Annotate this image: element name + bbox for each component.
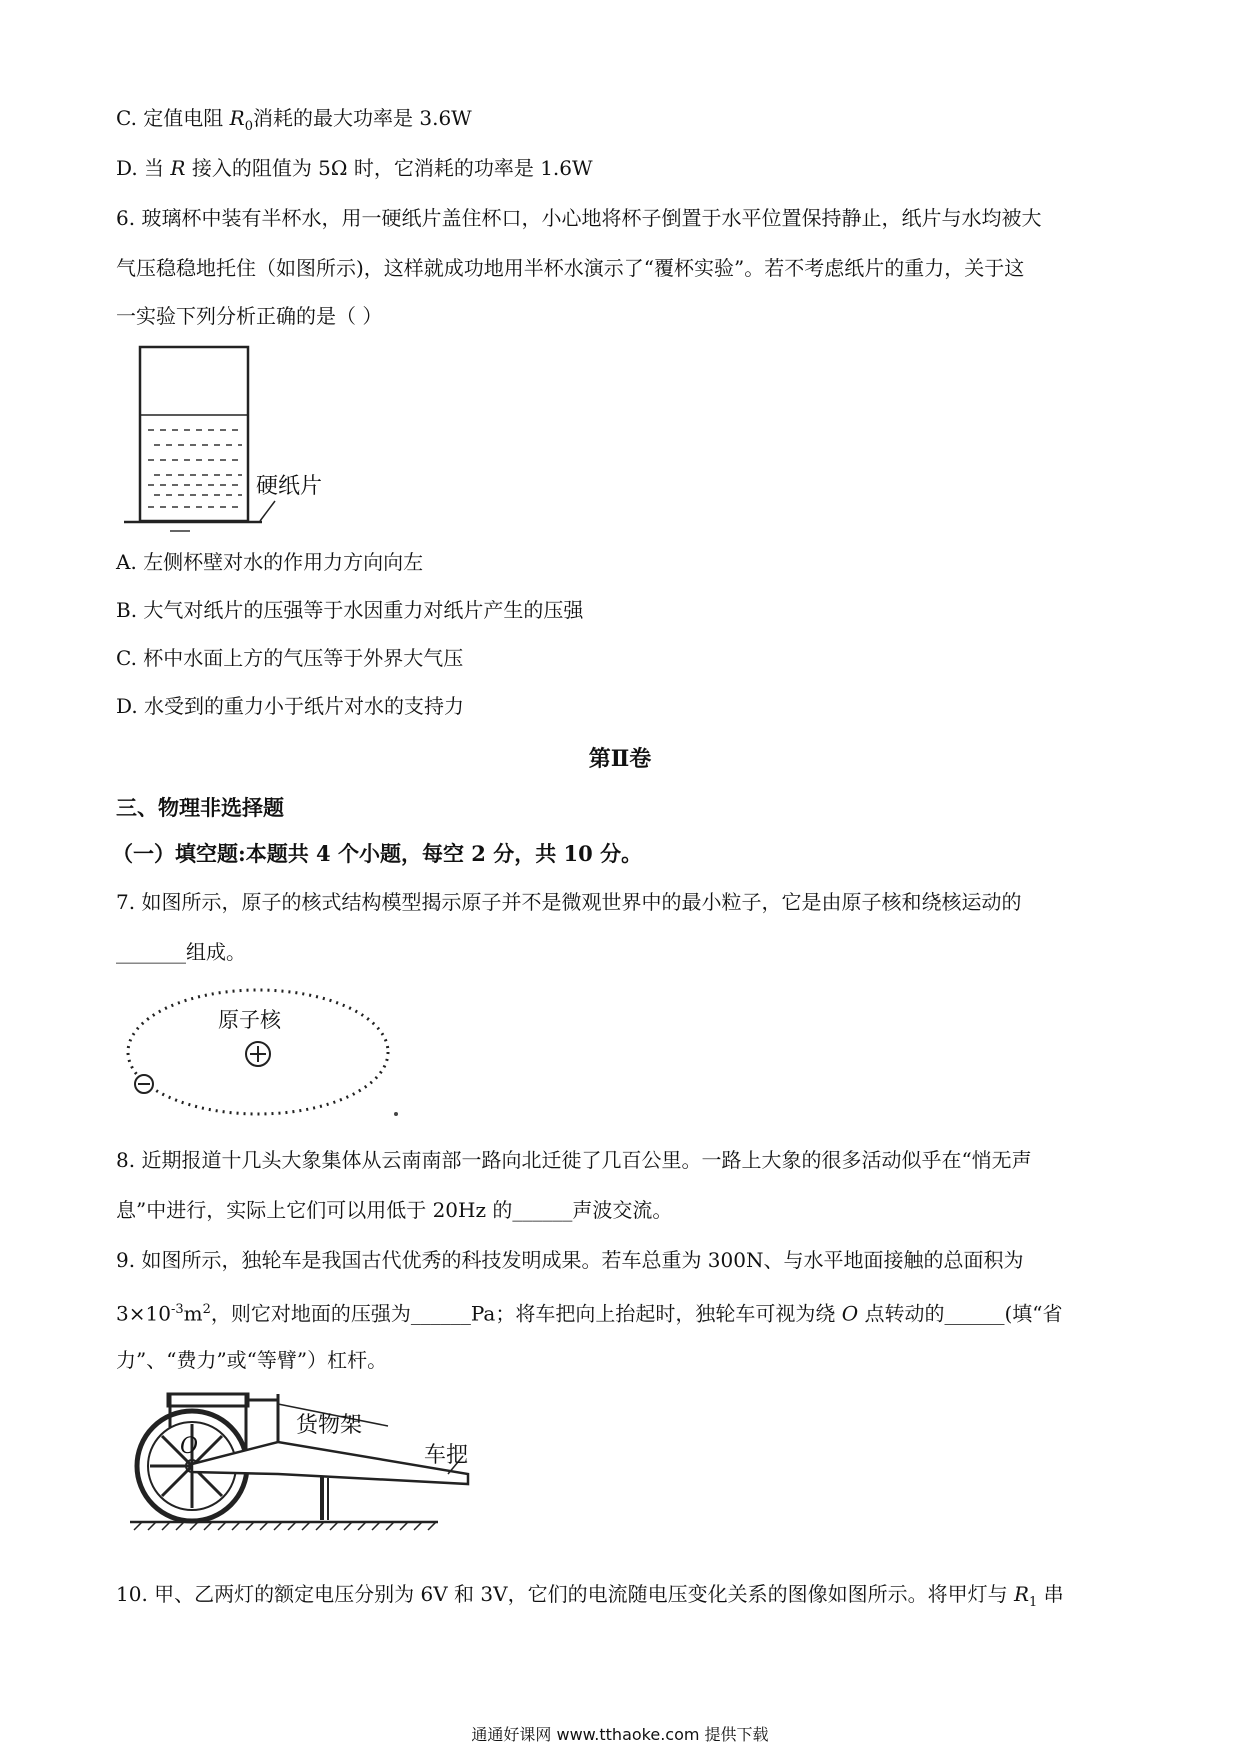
q6-option-c: C. 杯中水面上方的气压等于外界大气压: [116, 646, 464, 670]
pivot-o-label: O: [180, 1434, 199, 1459]
page-footer: 通通好课网 www.tthaoke.com 提供下载: [471, 1725, 769, 1744]
q6-option-d: D. 水受到的重力小于纸片对水的支持力: [116, 694, 465, 718]
q6-option-a: A. 左侧杯壁对水的作用力方向向左: [116, 550, 424, 574]
q8-line-2: 息”中进行，实际上它们可以用低于 20Hz 的______声波交流。: [116, 1198, 673, 1222]
q9-line-2: $3\times 10^{-3}m^2$，则它对地面的压强为______Pa；将车把向上抬起时，独轮车可视为绕 O 点转动的______(填“省: [116, 1301, 1063, 1326]
q10-line-1: 10. 甲、乙两灯的额定电压分别为 6V 和 3V，它们的电流随电压变化关系的图像如图所示。将甲灯与 $R_1$ 串: [116, 1582, 1064, 1610]
q6-stem-line-2: 气压稳稳地托住（如图所示)，这样就成功地用半杯水演示了“覆杯实验”。若不考虑纸片的重力，关于这: [116, 256, 1025, 280]
q9-line-3: 力”、“费力”或“等臂”）杠杆。: [116, 1348, 388, 1372]
nucleus-label: 原子核: [218, 1008, 281, 1032]
q7-line-2: _______组成。: [116, 940, 246, 964]
wheelbarrow-figure: [128, 1388, 498, 1538]
q6-stem-line-3: 一实验下列分析正确的是（ ）: [116, 304, 383, 328]
cup-experiment-figure: [110, 345, 360, 535]
q6-option-b: B. 大气对纸片的压强等于水因重力对纸片产生的压强: [116, 598, 584, 622]
atom-model-figure: [118, 982, 408, 1122]
cargo-rack-label: 货物架: [296, 1413, 363, 1438]
q7-line-1: 7. 如图所示，原子的核式结构模型揭示原子并不是微观世界中的最小粒子，它是由原子核和绕核运动的: [116, 890, 1022, 914]
handle-label: 车把: [424, 1443, 469, 1468]
q8-line-1: 8. 近期报道十几头大象集体从云南南部一路向北迁徙了几百公里。一路上大象的很多活动似乎在“悄无声: [116, 1148, 1032, 1172]
atom-orbit-drawing: [118, 982, 408, 1122]
q6-stem-line-1: 6. 玻璃杯中装有半杯水，用一硬纸片盖住杯口，小心地将杯子倒置于水平位置保持静止，纸片与水均被大: [116, 206, 1042, 230]
part-title: 三、物理非选择题: [116, 795, 284, 820]
q5-option-d: D. 当 R 接入的阻值为 5Ω 时，它消耗的功率是 1.6W: [116, 156, 593, 180]
q9-line-1: 9. 如图所示，独轮车是我国古代优秀的科技发明成果。若车总重为 300N、与水平地面接触的总面积为: [116, 1248, 1024, 1272]
fill-blank-subtitle: （一）填空题:本题共 4 个小题，每空 2 分，共 10 分。: [112, 841, 643, 866]
q5-option-c: C. 定值电阻 $R_0$消耗的最大功率是 3.6W: [116, 106, 472, 134]
volume-title: 第Ⅱ卷: [588, 746, 652, 772]
inverted-cup-drawing: [110, 345, 360, 535]
cardboard-label: 硬纸片: [256, 474, 323, 499]
